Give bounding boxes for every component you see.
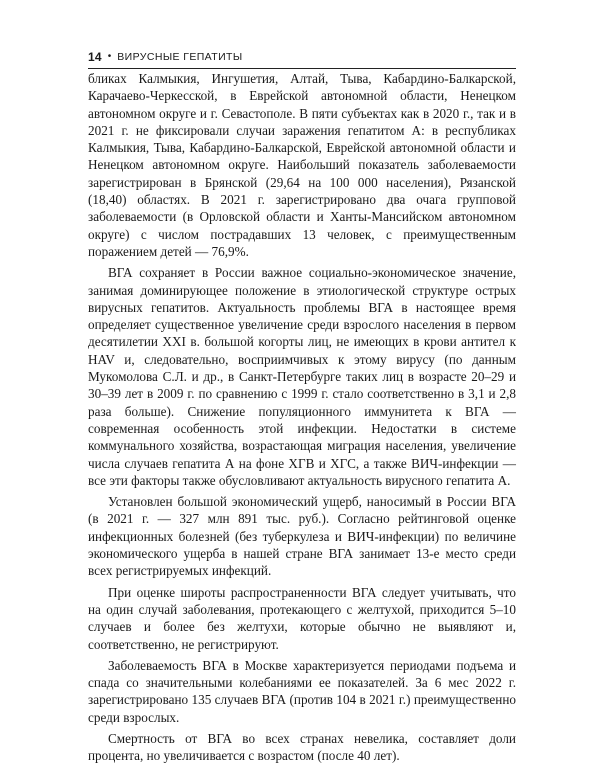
- page-body: [88, 70, 516, 769]
- page-number: 14: [88, 50, 102, 64]
- paragraph-continuation: бликах Калмыкия, Ингушетия, Алтай, Тыва, Кабардино-Балкарской, Карачаево-Черкесской, в Еврейской автономной области, Ненецком автономном округе и г. Севастополе. В пяти субъектах как в 2020 г., так и в 2021 г. не фиксировали случаи заражения гепатитом А: в республиках Калмыкия, Тыва, Кабардино-Балкарской, Еврейской автономной области и Ненецком автономном округе. Наибольший показатель заболеваемости зарегистрирован в Брянской (29,64 на 100 000 населения), Рязанской (18,40) областях. В 2021 г. зарегистрировано два очага групповой заболеваемости (в Орловской области и Ханты-Мансийском автономном округе) с числом пострадавших 13 человек, с преимущественным поражением детей — 76,9%.: [88, 71, 516, 259]
- running-header: [88, 50, 516, 64]
- paragraph-mortality: Смертность от ВГА во всех странах невелика, составляет доли процента, но увеличивается с возрастом (после 40 лет).: [88, 730, 516, 764]
- header-rule: [88, 68, 516, 69]
- paragraph-prevalence: При оценке широты распространенности ВГА следует учитывать, что на один случай заболевания, протекающего с желтухой, приходится 5–10 случаев и более без желтухи, которые обычно не выявляют и, соответственно, не регистрируют.: [88, 584, 516, 652]
- running-title: ВИРУСНЫЕ ГЕПАТИТЫ: [117, 51, 243, 63]
- paragraph-moscow-incidence: Заболеваемость ВГА в Москве характеризуется периодами подъема и спада со значительными колебаниями ее показателей. За 6 мес 2022 г. зарегистрировано 135 случаев ВГА (против 104 в 2021 г.) преимущественно среди взрослых.: [88, 657, 516, 725]
- paragraph-significance: ВГА сохраняет в России важное социально-экономическое значение, занимая доминирующее положение в этиологической структуре острых вирусных гепатитов. Актуальность проблемы ВГА в настоящее время определяет существенное увеличение среди взрослого населения в первом десятилетии XXI в. большой когорты лиц, не имеющих в крови антител к HAV и, следовательно, восприимчивых к этому вирусу (по данным Мукомолова С.Л. и др., в Санкт-Петербурге таких лиц в возрасте 20–29 и 30–39 лет в 2009 г. по сравнению с 1999 г. стало соответственно в 3,1 и 2,8 раза больше). Снижение популяционного иммунитета к ВГА — современная особенность этой инфекции. Недостатки в системе коммунального хозяйства, возрастающая миграция населения, увеличение числа случаев гепатита А на фоне ХГВ и ХГС, а также ВИЧ-инфекции — все эти факторы также обусловливают актуальность вирусного гепатита А.: [88, 265, 516, 488]
- bullet-separator: •: [107, 51, 112, 62]
- paragraph-economic-damage: Установлен большой экономический ущерб, наносимый в России ВГА (в 2021 г. — 327 млн 891 тыс. руб.). Согласно рейтинговой оценке инфекционных болезней (без туберкулеза и ВИЧ-инфекции) по величине экономического ущерба в нашей стране ВГА занимает 13-е место среди всех регистрируемых инфекций.: [88, 494, 516, 579]
